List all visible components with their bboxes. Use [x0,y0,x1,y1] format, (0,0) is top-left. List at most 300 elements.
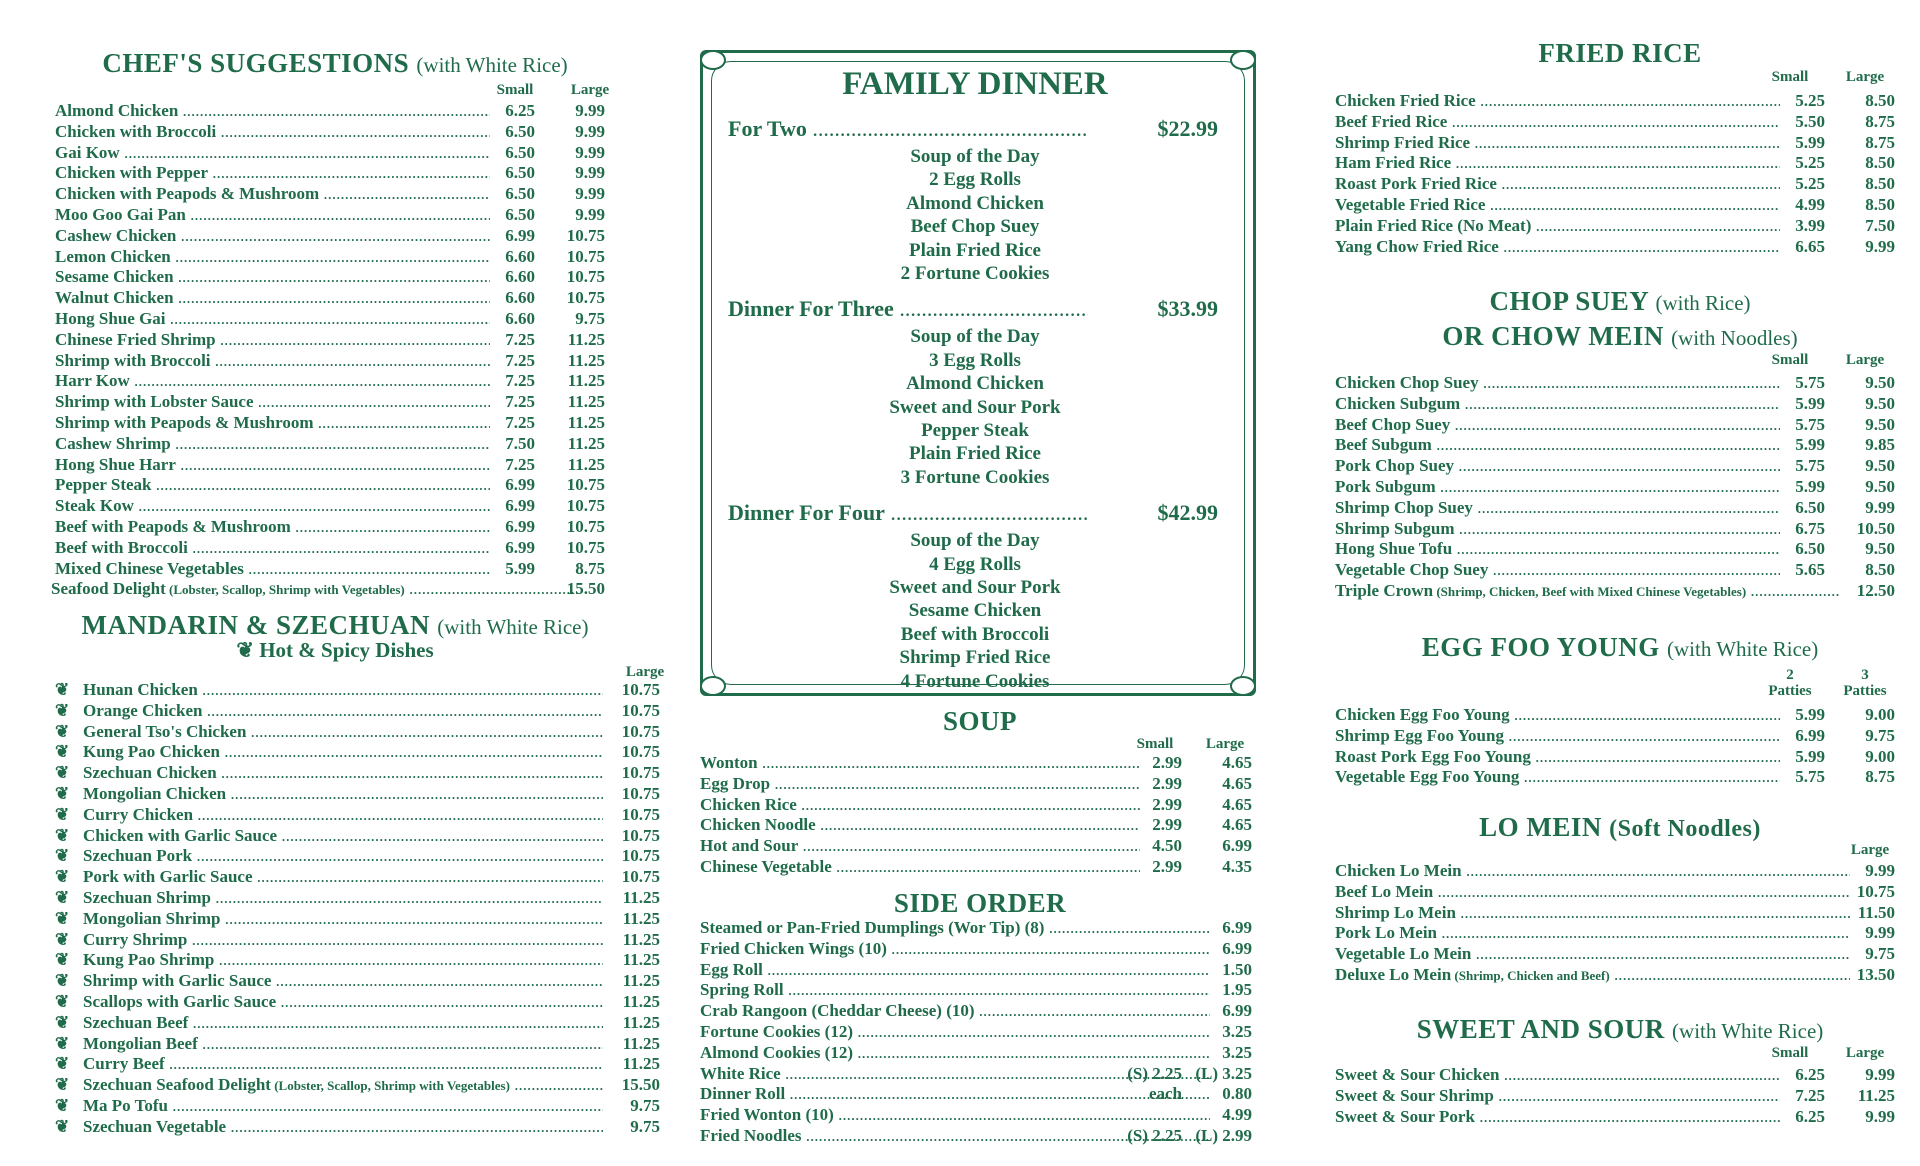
dinner-name [728,116,1088,142]
dinner-name [728,500,1088,526]
price-large: 4.65 [1222,794,1252,814]
price-large: 9.99 [1865,1065,1895,1084]
menu-item-name-text: Vegetable Egg Foo Young [1335,767,1520,787]
price-small: 6.60 [505,267,535,287]
menu-item-row [55,267,615,288]
fried-rice-col-headers [1335,69,1905,87]
menu-item-row [55,247,615,268]
menu-item-name [83,763,603,784]
fried-rice-list [1335,91,1905,257]
dinner-course: 3 Egg Rolls [929,349,1021,371]
price-large: 11.25 [622,1054,660,1074]
dinner-course: Almond Chicken [906,192,1044,214]
price-large: (L) 2.99 [1195,1125,1252,1145]
menu-item-name [700,1084,1210,1105]
price-small: 2.99 [1152,753,1182,772]
egg-foo-col2-header [1830,667,1900,699]
price-small: 5.25 [1795,91,1825,110]
menu-item-name-text: Beef Lo Mein [1335,881,1434,901]
menu-item-row [55,538,615,559]
menu-item-name-text: General Tso's Chicken [83,721,247,741]
price-large: 10.75 [566,475,605,495]
menu-item-name-text: Shrimp Subgum [1335,518,1455,538]
price-large: 9.99 [575,204,605,224]
menu-item-name [700,1022,1210,1043]
menu-item-name-text: Wonton [700,753,758,772]
price-small: 5.25 [1795,153,1825,173]
menu-item-row [55,742,675,763]
menu-item-row [55,1054,675,1075]
price-large: 4.65 [1222,753,1252,772]
price-large: 9.99 [575,142,605,162]
price-large: 9.99 [1865,497,1895,517]
menu-item-row [700,1064,1260,1085]
chili-icon: ❦ [55,1095,70,1115]
menu-item-row [700,1105,1260,1126]
menu-item-name [1335,373,1780,394]
price-small: 6.50 [505,121,535,141]
menu-item-row [700,815,1260,836]
chili-icon: ❦ [55,991,70,1011]
price-large: 4.65 [1222,815,1252,835]
menu-item-name-text: Shrimp with Garlic Sauce [83,971,272,991]
menu-item-name-text: Chicken Lo Mein [1335,861,1462,880]
price-large: 11.25 [567,371,605,391]
price-large: 11.25 [622,971,660,991]
menu-item-name-text: Vegetable Chop Suey [1335,560,1489,580]
side-order-list [700,918,1260,1147]
menu-item-name-text: Shrimp Fried Rice [1335,132,1471,152]
menu-item-row [55,163,615,184]
price-large: 11.25 [567,329,605,349]
price-small: 7.25 [1795,1085,1825,1105]
price-small: 7.50 [505,433,535,453]
menu-item-name [1335,923,1850,944]
price-small: 5.99 [505,558,535,578]
menu-item-name-text: Roast Pork Fried Rice [1335,174,1497,194]
price-large: 8.50 [1865,153,1895,173]
dinner-name-text: Dinner For Three [728,296,894,322]
menu-item-name-text: Szechuan Chicken [83,763,217,783]
price-small: 7.25 [505,329,535,349]
price-large: 10.75 [1856,881,1895,901]
menu-item-name-text: Walnut Chicken [55,288,174,308]
menu-item-row [700,1001,1260,1022]
menu-item-name [700,1105,1210,1126]
menu-item-row [1335,560,1905,581]
menu-item-name [55,496,490,517]
menu-item-name-text: Beef with Broccoli [55,537,188,557]
dinner-price: $42.99 [1157,500,1218,526]
lo-mein-title [1335,812,1905,843]
menu-item-name-text: Mongolian Shrimp [83,908,221,928]
menu-item-name [55,538,490,559]
price-large: 10.75 [566,537,605,557]
chili-icon: ❦ [55,1033,70,1053]
price-small: 6.50 [505,142,535,162]
dinner-course: 2 Fortune Cookies [900,263,1050,284]
chef-list [51,101,615,600]
price-large: 8.50 [1865,560,1895,580]
menu-item-name [55,205,490,226]
price-large: 10.75 [621,846,660,866]
price-small: 6.60 [505,288,535,308]
soup-small-header: Small [1136,736,1174,752]
menu-item-name-text: Steak Kow [55,496,134,516]
menu-item-name-text: Gai Kow [55,142,120,162]
menu-item-name [55,413,490,434]
price-large: 9.50 [1865,539,1895,559]
price-small: 7.25 [505,412,535,432]
chef-title-text: CHEF'S SUGGESTIONS [102,48,410,78]
soup-col-headers [700,736,1260,754]
price-large: 11.25 [567,454,605,474]
menu-item-row [700,960,1260,981]
menu-item-name-text: Chicken with Pepper [55,163,208,183]
menu-item-name [700,980,1210,1001]
menu-item-name [1335,216,1780,237]
menu-item-row [55,826,675,847]
price-large: 10.75 [621,825,660,845]
price-small: 6.99 [505,516,535,536]
menu-item-name-text: Chicken Egg Foo Young [1335,705,1510,724]
price-large: 9.50 [1865,393,1895,413]
price-large: 11.25 [622,1012,660,1032]
price-large: 9.75 [1865,725,1895,745]
menu-item-name-text: Curry Shrimp [83,929,188,949]
menu-item-name [1335,944,1850,965]
price-large: 10.75 [621,680,660,699]
menu-item-row [700,918,1260,939]
menu-item-name [55,455,490,476]
price-large: 10.75 [566,246,605,266]
mandarin-list [55,680,675,1138]
fried-rice-large-header: Large [1845,69,1885,85]
menu-item-name-text: Chicken Subgum [1335,393,1461,413]
menu-item-row [700,795,1260,816]
menu-item-row [55,434,615,455]
menu-item-name-text: Beef Subgum [1335,435,1432,455]
menu-item-name [1335,1107,1780,1128]
price-small: 6.25 [1795,1106,1825,1126]
chili-icon: ❦ [55,1012,70,1032]
menu-item-name-text: Fortune Cookies (12) [700,1021,853,1041]
price-large: 11.25 [622,929,660,949]
menu-item-name [83,867,603,888]
menu-item-name [55,288,490,309]
menu-item-row [55,455,615,476]
menu-item-name [83,680,603,701]
price-small: 6.99 [505,225,535,245]
chop-suey-large-header: Large [1845,352,1885,368]
price-large: 9.85 [1865,435,1895,455]
menu-item-row [55,122,615,143]
sweet-sour-large-header: Large [1845,1045,1885,1061]
menu-item-name [1335,539,1780,560]
price-small: 7.25 [505,371,535,391]
chop-suey-small-header: Small [1771,352,1809,368]
menu-item-name [1335,1065,1780,1086]
menu-item-name [1335,174,1780,195]
menu-item-name-text: Shrimp with Broccoli [55,350,211,370]
menu-item-name [700,1001,1210,1022]
price-large: 10.75 [621,763,660,783]
menu-item-name-text: Chicken with Garlic Sauce [83,825,278,845]
menu-item-row [55,930,675,951]
price-large: 11.25 [1857,1085,1895,1105]
menu-item-row [700,1022,1260,1043]
menu-item-note: (Shrimp, Chicken, Beef with Mixed Chinese Vegetables) [1433,583,1747,599]
menu-item-row [1335,903,1905,924]
dinner-course: Soup of the Day [910,530,1040,552]
menu-item-row [1335,767,1905,788]
menu-item-row [55,288,615,309]
menu-item-name [51,579,579,601]
menu-item-name [1335,705,1780,726]
menu-item-row [700,857,1260,878]
price-large: 9.99 [575,121,605,141]
price-small: 5.75 [1795,373,1825,392]
menu-item-name-text: Sweet & Sour Chicken [1335,1065,1500,1084]
dinner-course: Soup of the Day [910,146,1040,167]
price-large: 10.75 [566,267,605,287]
menu-item-name-text: Roast Pork Egg Foo Young [1335,746,1531,766]
menu-item-row [55,517,615,538]
price-large: 8.75 [1865,111,1895,131]
menu-item-name-text: Chicken Rice [700,794,797,814]
menu-item-row [700,1084,1260,1105]
menu-item-name-text: Pork with Garlic Sauce [83,867,253,887]
menu-item-row [55,763,675,784]
egg-foo-title [1335,632,1905,663]
price-large: 9.50 [1865,414,1895,434]
chili-icon: ❦ [55,887,70,907]
lo-mein-title-text: LO MEIN [1479,812,1602,842]
price-small: 5.25 [1795,174,1825,194]
menu-item-name-text: Mongolian Beef [83,1033,198,1053]
menu-item-name [55,330,490,351]
price-large: 1.95 [1222,980,1252,1000]
menu-item-name-text: Deluxe Lo Mein [1335,964,1452,984]
chili-icon: ❦ [55,1075,70,1095]
menu-item-name [1335,415,1780,436]
price-large: 8.75 [575,558,605,578]
menu-item-name [83,950,603,971]
menu-item-name [83,1117,603,1138]
menu-item-row [55,846,675,867]
menu-item-name-text: Almond Chicken [55,101,179,120]
menu-item-name [1335,1086,1780,1107]
mandarin-title-text: MANDARIN & SZECHUAN [81,610,430,640]
price-large: 11.50 [1857,902,1895,922]
price-small: 7.25 [505,454,535,474]
menu-item-name-text: Mongolian Chicken [83,783,227,803]
egg-foo-col-headers [1335,667,1905,701]
menu-item-name-text: Almond Cookies (12) [700,1042,854,1062]
menu-item-row [55,1075,675,1096]
menu-item-row [55,351,615,372]
dinner-header [728,116,1218,144]
price-large: 6.99 [1222,836,1252,856]
price-small: 5.99 [1795,435,1825,455]
menu-item-row [1335,726,1905,747]
egg-foo-subtitle: (with White Rice) [1667,637,1819,661]
menu-item-row [1335,539,1905,560]
price-small: 4.99 [1795,194,1825,214]
menu-item-note: (Lobster, Scallop, Shrimp with Vegetables) [165,582,405,598]
soup-title [700,706,1260,737]
price-small: 6.99 [1795,725,1825,745]
menu-item-row [55,1013,675,1034]
menu-item-name-text: Mixed Chinese Vegetables [55,558,244,578]
price-small: 6.60 [505,308,535,328]
menu-item-name [1335,237,1780,258]
price-large: 0.80 [1222,1084,1252,1104]
menu-item-row [55,722,675,743]
menu-item-name [55,163,490,184]
menu-item-name [1335,477,1780,498]
menu-item-row [1335,965,1905,986]
menu-item-row [55,701,675,722]
menu-item-name-text: Pork Chop Suey [1335,456,1455,476]
menu-item-name [1335,965,1850,987]
menu-item-name-text: Shrimp Egg Foo Young [1335,725,1504,745]
chili-icon: ❦ [55,950,70,970]
egg-foo-col1-label: Patties [1768,683,1812,699]
chop-suey-list [1335,373,1905,602]
dinner-price: $22.99 [1157,116,1218,141]
menu-item-name-text: Chicken with Peapods & Mushroom [55,184,320,204]
menu-item-name [83,909,603,930]
price-small: 2.99 [1152,856,1182,876]
mandarin-title [55,610,615,641]
chili-icon: ❦ [55,1116,70,1136]
menu-item-name [1335,456,1780,477]
price-small: 6.60 [505,246,535,266]
menu-item-name-text: Curry Chicken [83,804,194,824]
menu-item-name-text: Egg Roll [700,959,763,979]
menu-item-name-text: Fried Chicken Wings (10) [700,938,887,958]
menu-item-name [83,1013,603,1034]
chop-suey-title [1335,286,1905,317]
price-small: 6.50 [505,184,535,204]
sweet-sour-small-header: Small [1771,1045,1809,1061]
menu-item-name-text: Triple Crown [1335,580,1434,600]
menu-item-name [55,267,490,288]
lo-mein-list [1335,861,1905,986]
menu-item-row [1335,944,1905,965]
menu-item-row [1335,1107,1905,1128]
menu-item-name-text: Pepper Steak [55,475,152,495]
menu-item-row [1335,153,1905,174]
menu-item-name-text: Sweet & Sour Shrimp [1335,1085,1494,1105]
price-small: 6.25 [1795,1065,1825,1084]
menu-item-name-text: Orange Chicken [83,700,203,720]
menu-item-row [1335,91,1905,112]
menu-item-name [83,722,603,743]
menu-item-name [55,143,490,164]
price-large: 9.99 [575,163,605,183]
chop-suey-subtitle: (with Rice) [1655,291,1751,315]
menu-item-name [1335,435,1780,456]
price-small: 5.65 [1795,560,1825,580]
price-small: 2.99 [1152,773,1182,793]
menu-item-name-text: Chicken with Broccoli [55,121,217,141]
dinner-course: 2 Egg Rolls [929,169,1021,191]
menu-item-row [1335,1065,1905,1086]
menu-item-row [700,753,1260,774]
sweet-sour-title [1335,1014,1905,1045]
menu-item-name [83,930,603,951]
price-prefix: (S) 2.25 [1127,1063,1182,1083]
price-small: 6.99 [505,475,535,495]
menu-item-name [55,392,490,413]
menu-item-name [55,122,490,143]
price-small: 5.99 [1795,393,1825,413]
price-small: 5.99 [1795,476,1825,496]
price-small: 5.99 [1795,132,1825,152]
price-small: 6.25 [505,101,535,120]
menu-item-name-text: Beef Fried Rice [1335,111,1448,131]
price-large: 10.75 [621,867,660,887]
price-large: 10.75 [621,721,660,741]
chow-mein-title-text: OR CHOW MEIN [1442,321,1664,351]
price-large: 10.75 [566,288,605,308]
chef-title [55,48,615,79]
menu-item-row [55,888,675,909]
menu-item-name [55,351,490,372]
menu-item-name [1335,195,1780,216]
menu-item-row [55,1096,675,1117]
lo-mein-subtitle: (Soft Noodles) [1609,816,1761,842]
price-large: 10.75 [621,804,660,824]
menu-item-name-text: Spring Roll [700,980,784,1000]
egg-foo-col2-count: 3 [1861,667,1869,683]
price-large: 9.00 [1865,746,1895,766]
menu-item-name [83,1054,603,1075]
menu-item-name-text: Plain Fried Rice (No Meat) [1335,215,1532,235]
price-large: 9.00 [1865,705,1895,724]
hot-spicy-label [55,638,615,663]
dinner-header [728,500,1218,528]
menu-item-name-text: Kung Pao Chicken [83,742,220,762]
price-large: 11.25 [622,950,660,970]
menu-item-name [83,742,603,763]
price-small: 7.25 [505,392,535,412]
menu-item-row [1335,237,1905,258]
menu-item-name-text: Hong Shue Tofu [1335,539,1453,559]
menu-item-note: (Lobster, Scallop, Shrimp with Vegetables) [270,1078,510,1094]
chef-col-headers [55,82,615,100]
soup-large-header: Large [1205,736,1245,752]
chili-icon: ❦ [55,721,70,741]
price-small: 5.75 [1795,767,1825,787]
menu-item-name [1335,91,1780,112]
price-small: 3.99 [1795,215,1825,235]
menu-item-name-text: Steamed or Pan-Fried Dumplings (Wor Tip) (8) [700,918,1045,937]
menu-item-name-text: Hot and Sour [700,836,799,856]
dinner-course: Sweet and Sour Pork [889,396,1061,418]
sweet-sour-subtitle: (with White Rice) [1672,1019,1824,1043]
price-large: 8.50 [1865,194,1895,214]
menu-item-name-text: Shrimp Lo Mein [1335,902,1456,922]
dinner-price: $33.99 [1157,296,1218,322]
menu-item-name [83,784,603,805]
menu-item-row [1335,498,1905,519]
menu-item-row [55,226,615,247]
menu-item-name [700,857,1140,878]
menu-item-row [700,980,1260,1001]
